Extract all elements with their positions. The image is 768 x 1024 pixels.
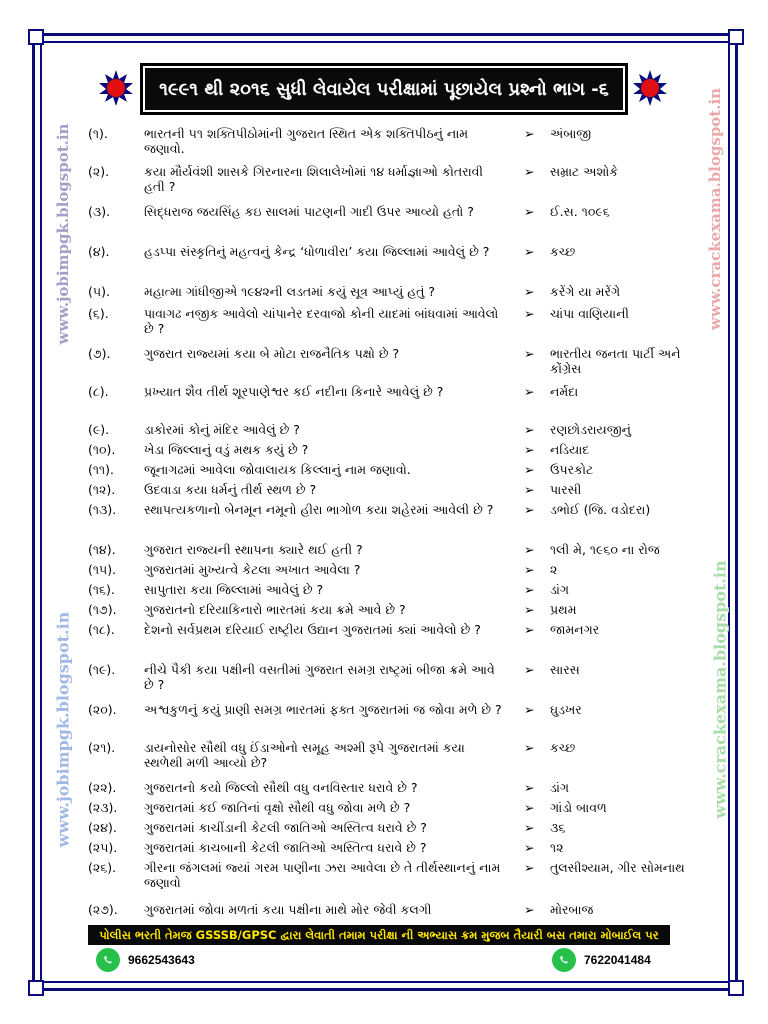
answer-text: સારસ [550, 662, 580, 677]
answer-text: ડાંગ [550, 780, 570, 795]
question-number: (૭). [88, 346, 111, 361]
question-text: ગુજરાતનો કયો જિલ્લો સૌથી વધુ વનવિસ્તાર ધરાવે છે ? [144, 780, 418, 795]
arrow-icon: ➢ [524, 442, 535, 457]
question-number: (૧૦). [88, 442, 116, 457]
arrow-icon: ➢ [524, 800, 535, 815]
arrow-icon: ➢ [524, 702, 535, 717]
answer-text: કચ્છ [550, 244, 576, 259]
question-text: ઉદવાડા કયા ધર્મનું તીર્થ સ્થળ છે ? [144, 482, 317, 497]
watermark-left-top: www.jobimpgk.blogspot.in [54, 123, 72, 345]
question-text: ગુજરાતમાં કાચીંડાની કેટલી જાતિઓ અસ્તિત્વ ધરાવે છે ? [144, 820, 427, 835]
question-number: (૬). [88, 306, 109, 321]
question-text: સ્થાપત્યકળાનો બેનમૂન નમૂનો હીરા ભાગોળ કયા શહેરમાં આવેલી છે ? [144, 502, 494, 517]
answer-text: કરેંગે યા મરેંગે [550, 284, 621, 299]
answer-text: ૩૬ [550, 820, 566, 835]
arrow-icon: ➢ [524, 482, 535, 497]
phone-number: 9662543643 [128, 953, 195, 967]
question-number: (૫). [88, 284, 110, 299]
question-number: (૧૩). [88, 502, 117, 517]
watermark-right-top: www.crackexama.blogspot.in [706, 87, 724, 331]
phone-number: 7622041484 [584, 953, 651, 967]
question-number: (૨૪). [88, 820, 117, 835]
answer-text: પ્રથમ [550, 602, 577, 617]
question-text: ગુજરાત રાજ્યમાં કયા બે મોટા રાજનૈતિક પક્ષો છે ? [144, 346, 400, 361]
phone-contact-right[interactable] [552, 948, 651, 972]
question-text: ભારતની ૫૧ શક્તિપીઠોમાંની ગુજરાત સ્થિત એક શક્તિપીઠનું નામ જણાવો. [144, 126, 469, 156]
whatsapp-icon [96, 948, 120, 972]
page-title: ૧૯૯૧ થી ૨૦૧૬ સુધી લેવાયેલ પરીક્ષામાં પૂછાયેલ પ્રશ્નો ભાગ -૬ [159, 78, 609, 100]
answer-text: કચ્છ [550, 740, 576, 755]
watermark-left-bottom: www.jobimpgk.blogspot.in [53, 611, 73, 848]
question-number: (૨૩). [88, 800, 118, 815]
question-number: (૧૭). [88, 602, 117, 617]
question-number: (૮). [88, 384, 109, 399]
question-text: હડપ્પા સંસ્કૃતિનું મહત્વનું કેન્દ્ર ‘ધોળાવીરા’ કયા જિલ્લામાં આવેલું છે ? [144, 244, 490, 259]
footer-text: પોલીસ ભરતી તેમજ GSSSB/GPSC દ્વારા લેવાતી તમામ પરીક્ષા ની અભ્યાસ ક્રમ મુજબ તૈયારી બસ તમારા મોબાઈલ પર [99, 927, 659, 942]
question-text: પાવાગઢ નજીક આવેલો ચાંપાનેર દરવાજો કોની યાદમાં બાંધવામાં આવેલો છે ? [144, 306, 499, 336]
answer-text: જામનગર [550, 622, 600, 637]
answer-text: ડાંગ [550, 582, 570, 597]
question-text: કયા મૌર્યવંશી શાસકે ગિરનારના શિલાલેખોમાં ૧૪ ધર્માજ્ઞાઓ કોતરાવી હતી ? [144, 164, 483, 194]
arrow-icon: ➢ [524, 780, 535, 795]
arrow-icon: ➢ [524, 860, 535, 875]
question-number: (૨૭). [88, 902, 118, 917]
arrow-icon: ➢ [524, 244, 535, 259]
arrow-icon: ➢ [524, 346, 535, 361]
question-text: ડાકોરમાં કોનું મંદિર આવેલું છે ? [144, 422, 300, 437]
arrow-icon: ➢ [524, 384, 535, 399]
question-number: (૨૧). [88, 740, 116, 755]
question-number: (૯). [88, 422, 110, 437]
corner-ornament [728, 980, 744, 996]
question-text: ગુજરાતમાં કાચબાની કેટલી જાતિઓ અસ્તિત્વ ધરાવે છે ? [144, 840, 427, 855]
arrow-icon: ➢ [524, 740, 535, 755]
question-text: દેશનો સર્વપ્રથમ દરિયાઈ રાષ્ટ્રીય ઉદ્યાન ગુજરાતમાં ક્યાં આવેલો છે ? [144, 622, 481, 637]
corner-ornament [28, 29, 44, 45]
answer-text: ઈ.સ. ૧૦૯૬ [550, 204, 610, 219]
question-number: (૧૮). [88, 622, 115, 637]
arrow-icon: ➢ [524, 840, 535, 855]
question-number: (૨૫). [88, 840, 118, 855]
question-text: મહાત્મા ગાંધીજીએ ૧૯૪૨ની લડતમાં કયું સૂત્ર આપ્યું હતું ? [144, 284, 435, 299]
question-number: (૧). [88, 126, 108, 141]
question-text: ગુજરાતમાં મુખ્યત્વે કેટલા અખાત આવેલા ? [144, 562, 361, 577]
arrow-icon: ➢ [524, 602, 535, 617]
question-number: (૨૨). [88, 780, 117, 795]
question-number: (૧૬). [88, 582, 115, 597]
arrow-icon: ➢ [524, 582, 535, 597]
corner-ornament [728, 29, 744, 45]
question-text: સાપુતારા કયા જિલ્લામાં આવેલું છે ? [144, 582, 324, 597]
answer-text: ડભોઈ (જિ. વડોદરા) [550, 502, 651, 517]
answer-text: સમ્રાટ અશોકે [550, 164, 619, 179]
answer-text: ચાંપા વાણિયાની [550, 306, 629, 321]
phone-contact-left[interactable] [96, 948, 195, 972]
question-number: (૨૬). [88, 860, 117, 875]
question-text: નીચે પૈકી કયા પક્ષીની વસતીમાં ગુજરાત સમગ્ર રાષ્ટ્રમાં બીજા ક્રમે આવે છે ? [144, 662, 495, 692]
answer-text: પારસી [550, 482, 582, 497]
arrow-icon: ➢ [524, 562, 535, 577]
question-text: અશ્વકુળનું કયું પ્રાણી સમગ્ર ભારતમાં ફક્ત ગુજરાતમાં જ જોવા મળે છે ? [144, 702, 502, 717]
question-text: જૂનાગઢમાં આવેલા જોવાલાયક કિલ્લાનું નામ જણાવો. [144, 462, 411, 477]
question-text: ખેડા જિલ્લાનું વડું મથક કયું છે ? [144, 442, 309, 457]
answer-text: રણછોડરાયજીનું [550, 422, 631, 437]
arrow-icon: ➢ [524, 542, 535, 557]
whatsapp-icon [552, 948, 576, 972]
answer-text: ગાંડો બાવળ [550, 800, 607, 815]
footer-banner [88, 925, 670, 945]
answer-text: તુલસીશ્યામ, ગીર સોમનાથ [550, 860, 685, 875]
arrow-icon: ➢ [524, 462, 535, 477]
question-number: (૨). [88, 164, 110, 179]
sun-icon [632, 70, 668, 106]
answer-text: ૨ [550, 562, 558, 577]
arrow-icon: ➢ [524, 820, 535, 835]
question-number: (૧૫). [88, 562, 117, 577]
arrow-icon: ➢ [524, 204, 535, 219]
arrow-icon: ➢ [524, 662, 535, 677]
arrow-icon: ➢ [524, 164, 535, 179]
answer-text: ૧લી મે, ૧૯૬૦ ના રોજ [550, 542, 660, 557]
question-text: ગુજરાતમાં જોવા મળતાં કયા પક્ષીના માથે મોર જેવી કલગી [144, 902, 432, 917]
answer-text: નડિયાદ [550, 442, 590, 457]
question-number: (૧૯). [88, 662, 116, 677]
sun-icon [98, 70, 134, 106]
question-text: સિદ્ધરાજ જયસિંહ કઇ સાલમાં પાટણની ગાદી ઉપર આવ્યો હતો ? [144, 204, 474, 219]
question-text: ડાયનોસોર સૌથી વધુ ઈંડાઓનો સમૂહ અશ્મી રૂપે ગુજરાતમાં કયા સ્થળેથી મળી આવ્યો છે? [144, 740, 465, 770]
question-text: ગુજરાતમાં કઈ જાતિનાં વૃક્ષો સૌથી વધુ જોવા મળે છે ? [144, 800, 411, 815]
question-number: (૧૧). [88, 462, 114, 477]
question-text: ગુજરાતનો દરિયાકિનારો ભારતમાં કયા ક્રમે આવે છે ? [144, 602, 406, 617]
title-banner [145, 68, 623, 110]
arrow-icon: ➢ [524, 502, 535, 517]
watermark-right-bottom: www.crackexama.blogspot.in [710, 560, 730, 819]
arrow-icon: ➢ [524, 284, 535, 299]
question-number: (૩). [88, 204, 111, 219]
arrow-icon: ➢ [524, 622, 535, 637]
answer-text: અંબાજી [550, 126, 592, 141]
question-text: પ્રખ્યાત શૈવ તીર્થ શૂરપાણેશ્વર કઈ નદીના કિનારે આવેલું છે ? [144, 384, 444, 399]
corner-ornament [28, 980, 44, 996]
answer-text: મોરબાજ [550, 902, 594, 917]
answer-text: ઘુડખર [550, 702, 582, 717]
arrow-icon: ➢ [524, 422, 535, 437]
question-text: ગીરના જંગલમાં જ્યાં ગરમ પાણીના ઝરા આવેલા છે તે તીર્થસ્થાનનું નામ જણાવો [144, 860, 501, 890]
answer-text: ભારતીય જનતા પાર્ટી અને કોંગ્રેસ [550, 346, 681, 376]
arrow-icon: ➢ [524, 306, 535, 321]
question-number: (૨૦). [88, 702, 117, 717]
question-text: ગુજરાત રાજ્યની સ્થાપના ક્યારે થઈ હતી ? [144, 542, 363, 557]
answer-text: ૧૨ [550, 840, 564, 855]
arrow-icon: ➢ [524, 902, 535, 917]
question-number: (૧૨). [88, 482, 116, 497]
question-number: (૪). [88, 244, 110, 259]
answer-text: ઉપરકોટ [550, 462, 594, 477]
answer-text: નર્મદા [550, 384, 579, 399]
arrow-icon: ➢ [524, 126, 535, 141]
question-number: (૧૪). [88, 542, 116, 557]
